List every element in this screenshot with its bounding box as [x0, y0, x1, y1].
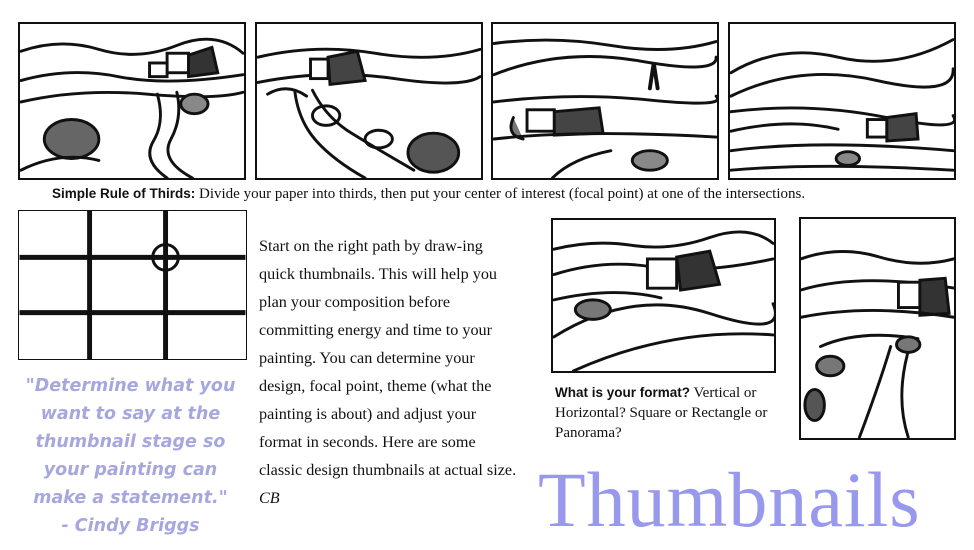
- horizontal-format-sketch: [551, 218, 776, 373]
- format-text: Vertical or Horizontal? Square or Rectangle or Panorama?: [555, 385, 768, 441]
- page-title: Thumbnails: [538, 456, 921, 543]
- quote-text: "Determine what you want to say at the thumbnail stage so your painting can make a statement.": [25, 376, 236, 508]
- intro-paragraph: [259, 232, 521, 512]
- vertical-format-sketch: [799, 217, 956, 440]
- rule-of-thirds-caption: [52, 185, 805, 203]
- format-question: [555, 383, 770, 443]
- caption-text: Divide your paper into thirds, then put your center of interest (focal point) at one of the intersections.: [195, 186, 806, 202]
- intro-signature: CB: [259, 489, 280, 507]
- thumbnail-sketch-4: [728, 22, 956, 180]
- format-label: What is your format?: [555, 385, 691, 400]
- thumbnail-sketch-1: [18, 22, 246, 180]
- thumbnail-sketch-3: [491, 22, 719, 180]
- rule-of-thirds-grid: [18, 210, 247, 360]
- thumbnail-sketch-2: [255, 22, 483, 180]
- caption-label: Simple Rule of Thirds:: [52, 186, 196, 201]
- quote-author: - Cindy Briggs: [61, 516, 200, 536]
- intro-text: Start on the right path by draw-ing quick thumbnails. This will help you plan your composition before committing energy and time to your painting. You can determine your design, focal point, theme (what the painting is about) and adjust your format in seconds. Here are some classic design thumbnails at actual size.: [259, 237, 517, 479]
- cindy-briggs-quote: [18, 372, 243, 540]
